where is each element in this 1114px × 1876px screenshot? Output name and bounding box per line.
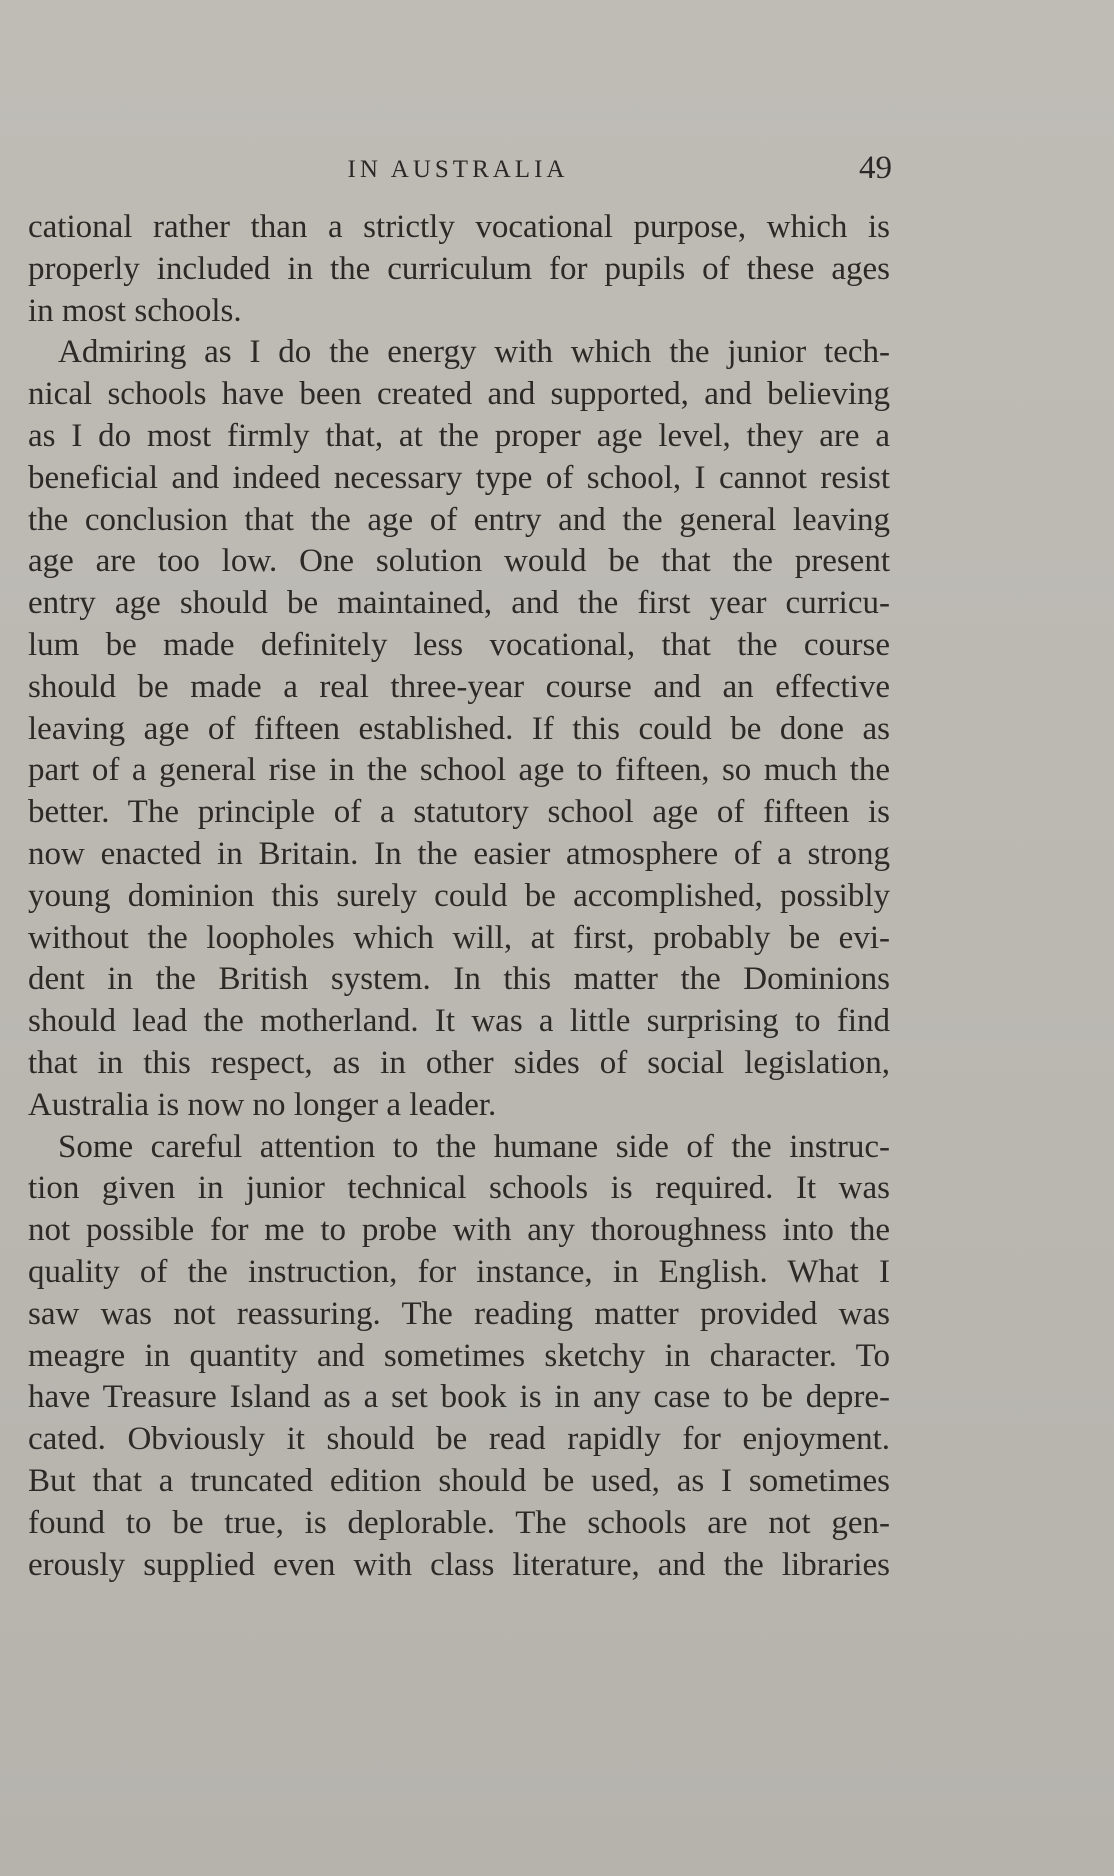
text-line: age are too low. One solution would be that the present xyxy=(28,543,890,580)
text-line: that in this respect, as in other sides of social legislation, xyxy=(28,1044,890,1081)
text-line: young dominion this surely could be accomplished, possibly xyxy=(28,877,890,914)
text-line: meagre in quantity and sometimes sketchy in character. To xyxy=(28,1337,890,1374)
text-line: saw was not reassuring. The reading matter provided was xyxy=(28,1295,890,1332)
text-line: should be made a real three-year course and an effective xyxy=(28,668,890,705)
text-line: But that a truncated edition should be used, as I sometimes xyxy=(28,1462,890,1499)
text-line: leaving age of fifteen established. If this could be done as xyxy=(28,710,890,747)
running-head xyxy=(28,150,890,190)
text-line: now enacted in Britain. In the easier atmosphere of a strong xyxy=(28,835,890,872)
text-line: part of a general rise in the school age to fifteen, so much the xyxy=(28,752,890,789)
text-line: the conclusion that the age of entry and the general leaving xyxy=(28,501,890,538)
text-line: cated. Obviously it should be read rapidly for enjoyment. xyxy=(28,1421,890,1458)
text-line: tion given in junior technical schools is required. It was xyxy=(28,1170,890,1207)
text-line: nical schools have been created and supported, and believing xyxy=(28,376,890,413)
text-line: better. The principle of a statutory school age of fifteen is xyxy=(28,794,890,831)
text-line: Australia is now no longer a leader. xyxy=(28,1086,497,1123)
text-line: in most schools. xyxy=(28,292,242,329)
text-line: quality of the instruction, for instance, in English. What I xyxy=(28,1253,890,1290)
text-line: should lead the motherland. It was a little surprising to find xyxy=(28,1003,890,1040)
text-line: cational rather than a strictly vocational purpose, which is xyxy=(28,209,890,245)
text-line: Admiring as I do the energy with which the junior tech- xyxy=(58,334,890,371)
text-line: erously supplied even with class literature, and the libraries xyxy=(28,1546,890,1583)
text-line: have Treasure Island as a set book is in any case to be depre- xyxy=(28,1379,890,1416)
text-line: without the loopholes which will, at first, probably be evi- xyxy=(28,919,890,956)
body-text xyxy=(28,207,890,1586)
running-title: IN AUSTRALIA xyxy=(347,156,569,183)
text-line: found to be true, is deplorable. The schools are not gen- xyxy=(28,1504,890,1541)
text-line: properly included in the curriculum for pupils of these ages xyxy=(28,250,890,287)
text-line: Some careful attention to the humane side of the instruc- xyxy=(58,1128,890,1165)
page-number: 49 xyxy=(859,150,892,186)
text-line: beneficial and indeed necessary type of school, I cannot resist xyxy=(28,459,890,496)
text-line: lum be made definitely less vocational, that the course xyxy=(28,626,890,663)
text-line: entry age should be maintained, and the first year curricu- xyxy=(28,585,890,622)
text-line: dent in the British system. In this matter the Dominions xyxy=(28,961,890,998)
text-line: not possible for me to probe with any thoroughness into the xyxy=(28,1212,890,1249)
text-line: as I do most firmly that, at the proper age level, they are a xyxy=(28,417,890,454)
